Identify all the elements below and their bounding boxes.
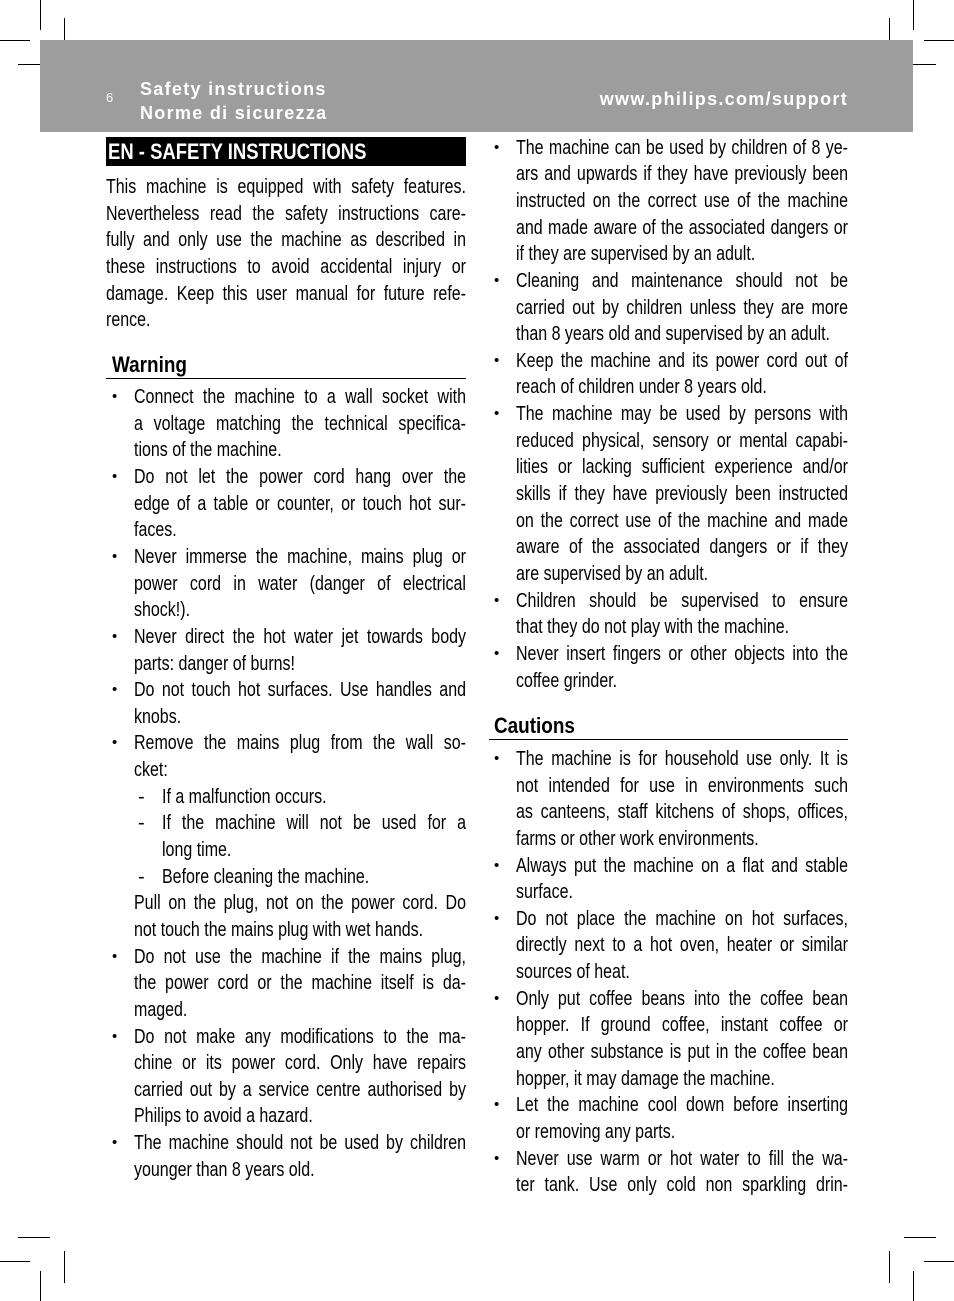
list-item [489,853,848,906]
text-line: as canteens, staff kitchens of shops, offices, [516,801,848,824]
text-line: If a malfunction occurs. [162,785,327,808]
text-line: edge of a table or counter, or touch hot sur- [134,492,466,515]
list-item [489,401,848,587]
list-item-text [516,348,848,401]
text-line: Never direct the hot water jet towards body [134,625,466,648]
text-line: hopper. If ground coffee, instant coffee or [516,1014,848,1037]
text-line: chine or its power cord. Only have repairs [134,1052,466,1075]
list-item [489,348,848,401]
list-item [106,544,466,624]
text-line: Keep the machine and its power cord out of [516,349,848,372]
text-line: carried out by children unless they are more [516,296,848,319]
text-line: The machine may be used by persons with [516,403,848,426]
text-line: than 8 years old and supervised by an adult. [516,323,830,346]
text-line: that they do not play with the machine. [516,616,790,639]
list-item-text [516,641,848,694]
sub-list-item [134,864,466,891]
list-item [489,986,848,1093]
support-url: www.philips.com/support [599,89,848,109]
text-line: The machine is for household use only. It is [516,747,848,770]
list-item [106,384,466,464]
bullet-marker: • [494,749,500,767]
list-item-text [516,268,848,348]
text-line: hopper, it may damage the machine. [516,1067,775,1090]
text-line: Only put coffee beans into the coffee bean [516,987,848,1010]
text-line: not intended for use in environments such [516,774,848,797]
list-item-text [516,1146,848,1199]
bullet-marker: • [494,989,500,1007]
list-item [106,730,466,943]
text-line: tions of the machine. [134,439,282,462]
text-line: Do not place the machine on hot surfaces, [516,907,848,930]
text-line: The machine should not be used by children [134,1132,466,1155]
warning-list [106,384,466,1183]
cautions-heading [489,713,848,740]
list-item [106,677,466,730]
list-item [106,624,466,677]
list-item [489,588,848,641]
dash-marker: - [138,812,145,835]
bullet-marker: • [494,138,500,156]
text-line: Before cleaning the machine. [162,865,370,888]
text-line: aware of the associated dangers or if they [516,536,848,559]
text-line: reduced physical, sensory or mental capabi- [516,429,848,452]
text-line: sources of heat. [516,961,630,984]
bullet-marker: • [494,909,500,927]
intro-line: fully and only use the machine as described in [106,229,466,252]
list-item-text [134,677,466,730]
text-line: farms or other work environments. [516,827,759,850]
crop-mark [904,1237,936,1238]
text-line: younger than 8 years old. [134,1158,315,1181]
text-line: Do not use the machine if the mains plug, [134,945,466,968]
list-item-text [516,135,848,268]
bullet-marker: • [112,547,118,565]
text-line: Connect the machine to a wall socket with [134,386,466,409]
bullet-marker: • [112,681,118,699]
text-line: Never use warm or hot water to fill the wa- [516,1147,848,1170]
sub-list-item [134,810,466,863]
list-item-text [516,588,848,641]
intro-line: Nevertheless read the safety instructions care- [106,202,466,225]
bullet-marker: • [494,1149,500,1167]
bullet-marker: • [112,468,118,486]
list-item [489,746,848,853]
list-item [106,944,466,1024]
list-item [489,135,848,268]
crop-mark [0,40,30,41]
intro-paragraph [106,174,466,334]
bullet-marker: • [494,351,500,369]
text-line: carried out by a service centre authorised by [134,1078,466,1101]
crop-mark [913,0,914,30]
text-line: if they are supervised by an adult. [516,243,756,266]
dash-marker: - [138,865,145,888]
crop-mark [18,1237,50,1238]
list-item [106,1024,466,1131]
text-line: Remove the mains plug from the wall so- [134,732,466,755]
text-line: Always put the machine on a flat and stable [516,854,848,877]
bullet-marker: • [112,734,118,752]
bullet-marker: • [494,644,500,662]
crop-mark [924,1261,954,1262]
text-line: coffee grinder. [516,669,618,692]
list-item [106,1130,466,1183]
crop-mark [64,1251,65,1283]
text-line: ars and upwards if they have previously been [516,163,848,186]
bullet-marker: • [494,271,500,289]
crop-mark [924,40,954,41]
text-line: If the machine will not be used for a [162,812,466,835]
text-line: are supervised by an adult. [516,562,709,585]
intro-line: these instructions to avoid accidental injury or [106,255,466,278]
header-band [40,40,913,132]
list-item-text [516,746,848,853]
section-title: EN - SAFETY INSTRUCTIONS [108,139,367,164]
cautions-list [489,746,848,1199]
list-item [489,1146,848,1199]
text-line: faces. [134,519,177,542]
text-line: parts: danger of burns! [134,652,295,675]
sub-list-item [134,784,466,811]
text-line: any other substance is put in the coffee bean [516,1041,848,1064]
text-line: Never insert fingers or other objects into the [516,642,848,665]
text-line: long time. [162,839,232,862]
list-item [106,464,466,544]
list-item-text [516,853,848,906]
text-line: a voltage matching the technical specifica- [134,412,466,435]
header-title-en: Safety instructions [140,79,327,99]
list-item-text [516,906,848,986]
bullet-marker: • [112,1134,118,1152]
page-number: 6 [106,90,114,105]
text-line: directly next to a hot oven, heater or similar [516,934,848,957]
warning-heading-label: Warning [112,351,187,377]
text-line: lities or lacking sufficient experience and/or [516,456,848,479]
warning-heading [106,352,466,379]
text-line: Children should be supervised to ensure [516,589,848,612]
list-item-text [134,624,466,677]
text-line: ter tank. Use only cold non sparkling drin- [516,1174,848,1197]
header-title-it: Norme di sicurezza [140,103,328,123]
list-item-text [134,1024,466,1131]
text-line: Do not make any modifications to the ma- [134,1025,466,1048]
text-line: instructed on the correct use of the machine [516,189,848,212]
text-line: not touch the mains plug with wet hands. [134,918,424,941]
warning-list-continued [489,135,848,694]
text-line: maged. [134,998,188,1021]
list-item [489,906,848,986]
list-item-text [134,384,466,464]
left-column [106,137,466,1183]
text-line: Pull on the plug, not on the power cord. Do [134,892,466,915]
text-line: shock!). [134,599,191,622]
bullet-marker: • [112,388,118,406]
bullet-marker: • [494,405,500,423]
intro-line: damage. Keep this user manual for future refe- [106,282,466,305]
list-item-text [134,464,466,544]
crop-mark [40,0,41,30]
list-item-text [516,401,848,587]
list-item-text [134,1130,466,1183]
crop-mark [913,1271,914,1301]
list-item-text [134,730,466,943]
cautions-heading-label: Cautions [494,712,575,738]
section-title-bar [106,137,466,166]
list-item-text [516,1092,848,1145]
bullet-marker: • [112,1027,118,1045]
right-column [489,135,848,1199]
text-line: Do not touch hot surfaces. Use handles and [134,679,466,702]
text-line: Let the machine cool down before inserting [516,1094,848,1117]
intro-line: This machine is equipped with safety features. [106,176,466,198]
text-line: power cord in water (danger of electrical [134,572,466,595]
list-item [489,641,848,694]
text-line: on the correct use of the machine and made [516,509,848,532]
text-line: Philips to avoid a hazard. [134,1105,313,1128]
text-line: skills if they have previously been instructed [516,483,848,506]
text-line: knobs. [134,705,182,728]
crop-mark [889,1251,890,1283]
bullet-marker: • [494,1096,500,1114]
text-line: Do not let the power cord hang over the [134,466,466,489]
text-line: Cleaning and maintenance should not be [516,269,848,292]
text-line: The machine can be used by children of 8 ye- [516,136,848,159]
intro-line: rence. [106,309,151,332]
list-item-text [134,944,466,1024]
list-item [489,1092,848,1145]
bullet-marker: • [112,627,118,645]
text-line: the power cord or the machine itself is da- [134,972,466,995]
crop-mark [0,1261,30,1262]
text-line: or removing any parts. [516,1120,676,1143]
text-line: cket: [134,759,168,782]
list-item-text [516,986,848,1093]
dash-marker: - [138,785,145,808]
bullet-marker: • [494,591,500,609]
list-item [489,268,848,348]
text-line: and made aware of the associated dangers or [516,216,848,239]
text-line: surface. [516,881,573,904]
crop-mark [40,1271,41,1301]
list-item-text [134,544,466,624]
text-line: Never immerse the machine, mains plug or [134,545,466,568]
text-line: reach of children under 8 years old. [516,376,767,399]
bullet-marker: • [112,947,118,965]
bullet-marker: • [494,856,500,874]
